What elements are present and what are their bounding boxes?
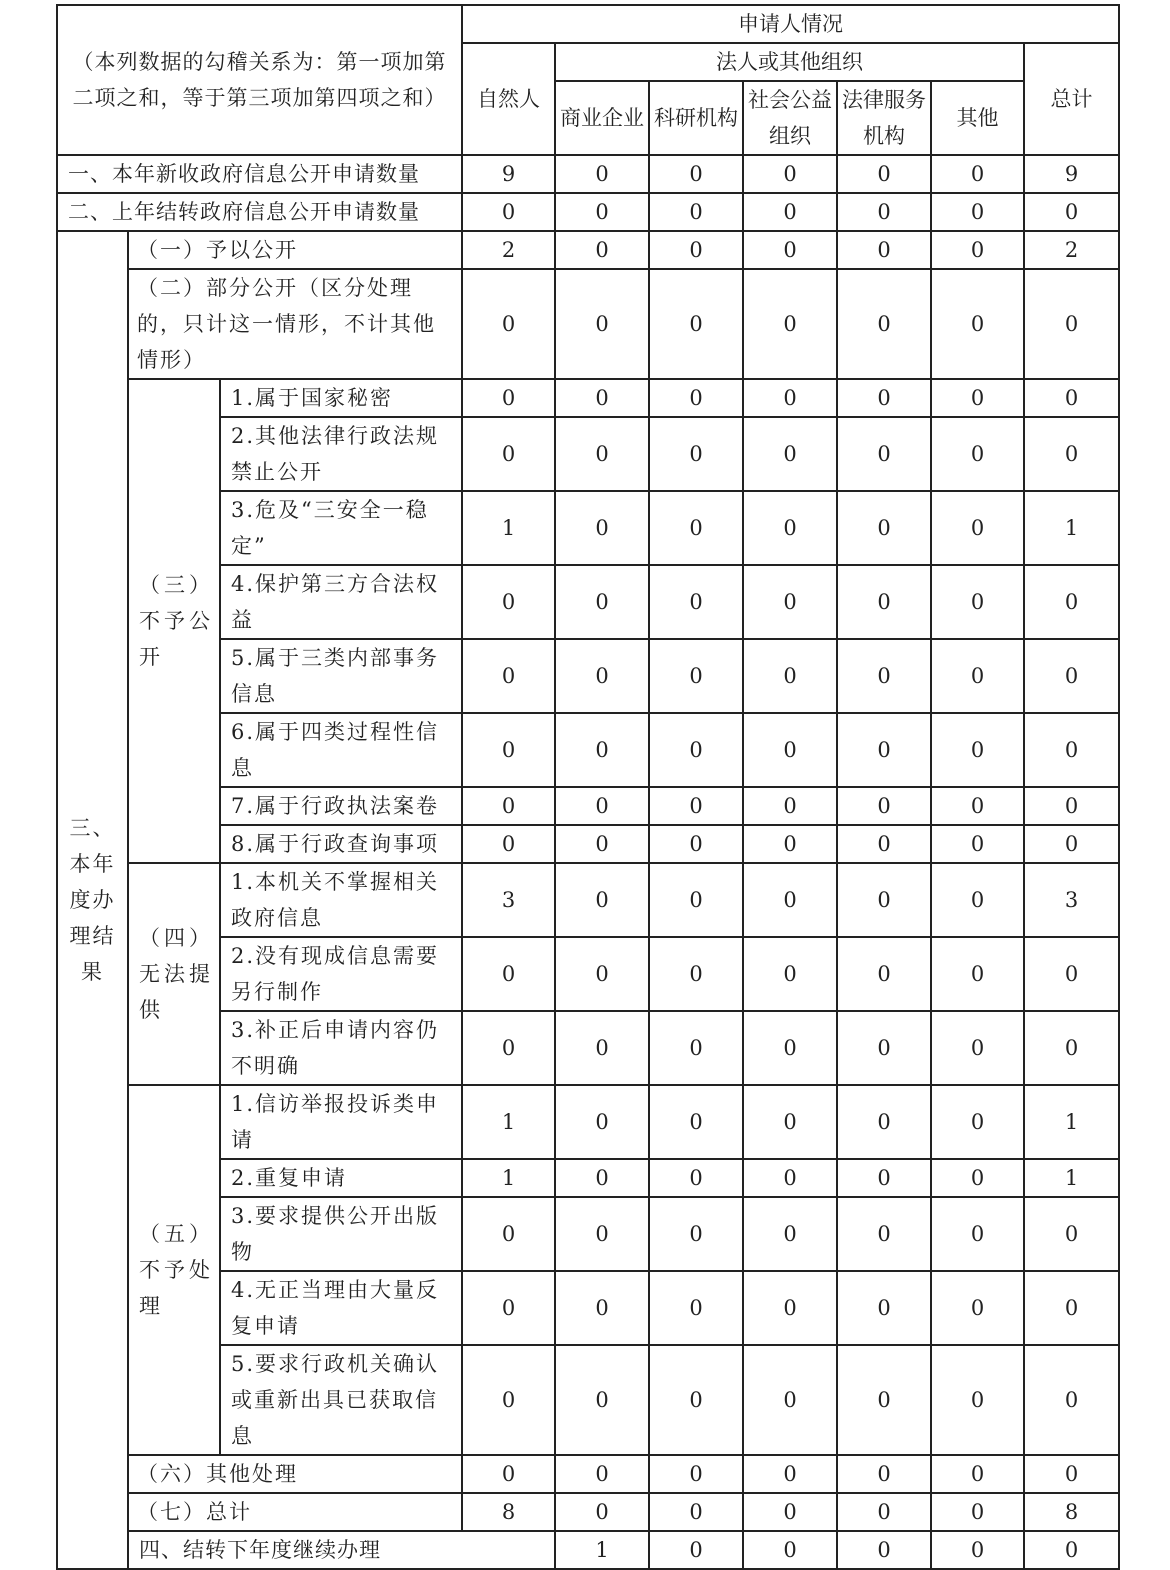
- relation-note: （本列数据的勾稽关系为：第一项加第二项之和，等于第三项加第四项之和）: [57, 5, 462, 155]
- value-cell: 0: [1024, 639, 1119, 713]
- value-cell: 0: [743, 1531, 837, 1569]
- row-label: 3.危及“三安全一稳定”: [220, 491, 462, 565]
- value-cell: 0: [743, 231, 837, 269]
- value-cell: 0: [649, 155, 743, 193]
- value-cell: 2: [1024, 231, 1119, 269]
- value-cell: 0: [837, 863, 931, 937]
- value-cell: 0: [649, 713, 743, 787]
- value-cell: 0: [555, 1159, 649, 1197]
- value-cell: 0: [649, 1197, 743, 1271]
- value-cell: 0: [649, 1271, 743, 1345]
- value-cell: 0: [837, 379, 931, 417]
- value-cell: 0: [743, 1197, 837, 1271]
- value-cell: 0: [555, 1345, 649, 1455]
- value-cell: 0: [1024, 1271, 1119, 1345]
- value-cell: 0: [743, 1159, 837, 1197]
- public-welfare-header: 社会公益组织: [743, 81, 837, 155]
- value-cell: 0: [555, 1493, 649, 1531]
- value-cell: 0: [931, 1085, 1024, 1159]
- value-cell: 0: [837, 1493, 931, 1531]
- natural-person-header: 自然人: [462, 43, 555, 155]
- value-cell: 0: [837, 565, 931, 639]
- value-cell: 0: [837, 1455, 931, 1493]
- value-cell: 0: [931, 417, 1024, 491]
- value-cell: 0: [1024, 417, 1119, 491]
- value-cell: 0: [837, 1197, 931, 1271]
- value-cell: 0: [649, 1011, 743, 1085]
- applicant-status-header: 申请人情况: [462, 5, 1119, 43]
- value-cell: 0: [462, 417, 555, 491]
- value-cell: 0: [837, 231, 931, 269]
- value-cell: 0: [743, 1455, 837, 1493]
- row-label: 1.属于国家秘密: [220, 379, 462, 417]
- value-cell: 0: [462, 825, 555, 863]
- row-label: 7.属于行政执法案卷: [220, 787, 462, 825]
- value-cell: 0: [931, 1159, 1024, 1197]
- value-cell: 0: [743, 193, 837, 231]
- value-cell: 2: [462, 231, 555, 269]
- table-row: [57, 379, 1119, 417]
- row-label: 4.保护第三方合法权益: [220, 565, 462, 639]
- value-cell: 0: [555, 231, 649, 269]
- value-cell: 8: [1024, 1493, 1119, 1531]
- value-cell: 0: [837, 639, 931, 713]
- value-cell: 0: [1024, 787, 1119, 825]
- value-cell: 0: [555, 417, 649, 491]
- value-cell: 0: [931, 713, 1024, 787]
- row-label: 二、上年结转政府信息公开申请数量: [57, 193, 462, 231]
- table-row: [57, 231, 1119, 269]
- value-cell: 0: [837, 1345, 931, 1455]
- value-cell: 0: [462, 1011, 555, 1085]
- other-header: 其他: [931, 81, 1024, 155]
- value-cell: 0: [555, 379, 649, 417]
- value-cell: 0: [931, 639, 1024, 713]
- value-cell: 0: [1024, 825, 1119, 863]
- value-cell: 3: [1024, 863, 1119, 937]
- value-cell: 0: [555, 787, 649, 825]
- value-cell: 0: [743, 269, 837, 379]
- value-cell: 0: [931, 269, 1024, 379]
- value-cell: 0: [1024, 193, 1119, 231]
- info-disclosure-table: [56, 4, 1120, 1570]
- value-cell: 0: [649, 937, 743, 1011]
- table-row: [57, 155, 1119, 193]
- row-label: 四、结转下年度继续办理: [128, 1531, 555, 1569]
- value-cell: 0: [462, 269, 555, 379]
- value-cell: 0: [555, 193, 649, 231]
- value-cell: 0: [649, 193, 743, 231]
- value-cell: 0: [649, 1345, 743, 1455]
- value-cell: 0: [931, 937, 1024, 1011]
- value-cell: 9: [1024, 155, 1119, 193]
- value-cell: 0: [931, 491, 1024, 565]
- value-cell: 0: [1024, 379, 1119, 417]
- value-cell: 0: [743, 417, 837, 491]
- value-cell: 0: [837, 491, 931, 565]
- value-cell: 0: [931, 1197, 1024, 1271]
- value-cell: 0: [931, 1493, 1024, 1531]
- value-cell: 0: [931, 863, 1024, 937]
- row-label: 5.属于三类内部事务信息: [220, 639, 462, 713]
- value-cell: 0: [462, 1271, 555, 1345]
- table-row: [57, 193, 1119, 231]
- value-cell: 0: [743, 491, 837, 565]
- table-row: [57, 1493, 1119, 1531]
- value-cell: 0: [555, 639, 649, 713]
- value-cell: 0: [555, 1271, 649, 1345]
- value-cell: 0: [743, 1493, 837, 1531]
- value-cell: 1: [555, 1531, 649, 1569]
- value-cell: 0: [743, 863, 837, 937]
- value-cell: 0: [649, 1085, 743, 1159]
- table-row: [57, 1085, 1119, 1159]
- value-cell: 0: [931, 825, 1024, 863]
- value-cell: 1: [462, 1085, 555, 1159]
- value-cell: 0: [555, 269, 649, 379]
- total-header: 总计: [1024, 43, 1119, 155]
- value-cell: 0: [743, 1271, 837, 1345]
- value-cell: 0: [931, 193, 1024, 231]
- group-unavailable-label: （四）无法提供: [128, 863, 220, 1085]
- value-cell: 0: [1024, 269, 1119, 379]
- value-cell: 0: [1024, 1345, 1119, 1455]
- row-label: 2.重复申请: [220, 1159, 462, 1197]
- value-cell: 0: [743, 937, 837, 1011]
- legal-service-header: 法律服务机构: [837, 81, 931, 155]
- value-cell: 0: [462, 1197, 555, 1271]
- results-section-label: 三、本年度办理结果: [57, 231, 128, 1569]
- value-cell: 0: [555, 491, 649, 565]
- value-cell: 0: [1024, 1531, 1119, 1569]
- value-cell: 0: [743, 639, 837, 713]
- value-cell: 0: [931, 379, 1024, 417]
- value-cell: 0: [743, 787, 837, 825]
- value-cell: 0: [743, 713, 837, 787]
- value-cell: 0: [555, 565, 649, 639]
- value-cell: 0: [462, 713, 555, 787]
- table-row: [57, 1455, 1119, 1493]
- value-cell: 0: [462, 639, 555, 713]
- value-cell: 0: [649, 269, 743, 379]
- value-cell: 0: [837, 1159, 931, 1197]
- legal-or-other-header: 法人或其他组织: [555, 43, 1024, 81]
- value-cell: 0: [743, 155, 837, 193]
- value-cell: 0: [837, 1011, 931, 1085]
- value-cell: 0: [555, 1011, 649, 1085]
- row-label: 6.属于四类过程性信息: [220, 713, 462, 787]
- value-cell: 0: [743, 1011, 837, 1085]
- value-cell: 0: [931, 1011, 1024, 1085]
- row-label: （六）其他处理: [128, 1455, 462, 1493]
- value-cell: 0: [555, 1085, 649, 1159]
- value-cell: 0: [743, 379, 837, 417]
- row-label: 3.补正后申请内容仍不明确: [220, 1011, 462, 1085]
- value-cell: 0: [555, 1197, 649, 1271]
- row-label: 1.信访举报投诉类申请: [220, 1085, 462, 1159]
- value-cell: 0: [837, 1271, 931, 1345]
- value-cell: 0: [462, 787, 555, 825]
- group-withheld-label: （三）不予公开: [128, 379, 220, 863]
- research-header: 科研机构: [649, 81, 743, 155]
- row-label: 2.没有现成信息需要另行制作: [220, 937, 462, 1011]
- row-label: （一）予以公开: [128, 231, 462, 269]
- value-cell: 0: [931, 1345, 1024, 1455]
- value-cell: 0: [931, 565, 1024, 639]
- value-cell: 0: [837, 825, 931, 863]
- value-cell: 1: [462, 491, 555, 565]
- business-header: 商业企业: [555, 81, 649, 155]
- value-cell: 0: [649, 863, 743, 937]
- row-label: 一、本年新收政府信息公开申请数量: [57, 155, 462, 193]
- value-cell: 0: [837, 1531, 931, 1569]
- value-cell: 0: [649, 1493, 743, 1531]
- value-cell: 0: [462, 1455, 555, 1493]
- value-cell: 0: [555, 155, 649, 193]
- value-cell: 9: [462, 155, 555, 193]
- value-cell: 0: [649, 1531, 743, 1569]
- row-label: 2.其他法律行政法规禁止公开: [220, 417, 462, 491]
- table-row: [57, 863, 1119, 937]
- value-cell: 0: [462, 565, 555, 639]
- row-label: 4.无正当理由大量反复申请: [220, 1271, 462, 1345]
- value-cell: 0: [743, 825, 837, 863]
- value-cell: 0: [649, 379, 743, 417]
- value-cell: 0: [931, 155, 1024, 193]
- value-cell: 0: [1024, 565, 1119, 639]
- value-cell: 0: [837, 787, 931, 825]
- value-cell: 0: [743, 1085, 837, 1159]
- value-cell: 0: [931, 1271, 1024, 1345]
- value-cell: 0: [462, 937, 555, 1011]
- row-label: 8.属于行政查询事项: [220, 825, 462, 863]
- value-cell: 0: [931, 1531, 1024, 1569]
- value-cell: 0: [837, 937, 931, 1011]
- value-cell: 0: [1024, 937, 1119, 1011]
- table-row: [57, 1531, 1119, 1569]
- value-cell: 0: [462, 193, 555, 231]
- value-cell: 0: [743, 565, 837, 639]
- value-cell: 0: [649, 565, 743, 639]
- value-cell: 1: [1024, 491, 1119, 565]
- value-cell: 0: [1024, 1197, 1119, 1271]
- group-not-processed-label: （五）不予处理: [128, 1085, 220, 1455]
- value-cell: 0: [555, 937, 649, 1011]
- row-label: （七）总计: [128, 1493, 462, 1531]
- value-cell: 0: [837, 417, 931, 491]
- row-label: （二）部分公开（区分处理的，只计这一情形，不计其他情形）: [128, 269, 462, 379]
- value-cell: 0: [743, 1345, 837, 1455]
- value-cell: 0: [837, 269, 931, 379]
- value-cell: 0: [555, 713, 649, 787]
- value-cell: 0: [837, 193, 931, 231]
- value-cell: 1: [462, 1159, 555, 1197]
- value-cell: 0: [837, 713, 931, 787]
- value-cell: 0: [649, 491, 743, 565]
- value-cell: 0: [649, 1455, 743, 1493]
- value-cell: 0: [649, 787, 743, 825]
- table-row: [57, 269, 1119, 379]
- value-cell: 3: [462, 863, 555, 937]
- value-cell: 1: [1024, 1159, 1119, 1197]
- value-cell: 1: [1024, 1085, 1119, 1159]
- value-cell: 0: [837, 155, 931, 193]
- value-cell: 0: [1024, 1455, 1119, 1493]
- value-cell: 0: [555, 863, 649, 937]
- value-cell: 0: [1024, 1011, 1119, 1085]
- value-cell: 0: [649, 417, 743, 491]
- value-cell: 0: [649, 231, 743, 269]
- value-cell: 0: [462, 1345, 555, 1455]
- value-cell: 0: [555, 825, 649, 863]
- value-cell: 0: [649, 639, 743, 713]
- value-cell: 0: [649, 825, 743, 863]
- row-label: 5.要求行政机关确认或重新出具已获取信息: [220, 1345, 462, 1455]
- value-cell: 0: [649, 1159, 743, 1197]
- value-cell: 0: [837, 1085, 931, 1159]
- value-cell: 0: [1024, 713, 1119, 787]
- value-cell: 0: [555, 1455, 649, 1493]
- value-cell: 8: [462, 1493, 555, 1531]
- value-cell: 0: [931, 787, 1024, 825]
- row-label: 3.要求提供公开出版物: [220, 1197, 462, 1271]
- value-cell: 0: [462, 379, 555, 417]
- value-cell: 0: [931, 1455, 1024, 1493]
- value-cell: 0: [931, 231, 1024, 269]
- row-label: 1.本机关不掌握相关政府信息: [220, 863, 462, 937]
